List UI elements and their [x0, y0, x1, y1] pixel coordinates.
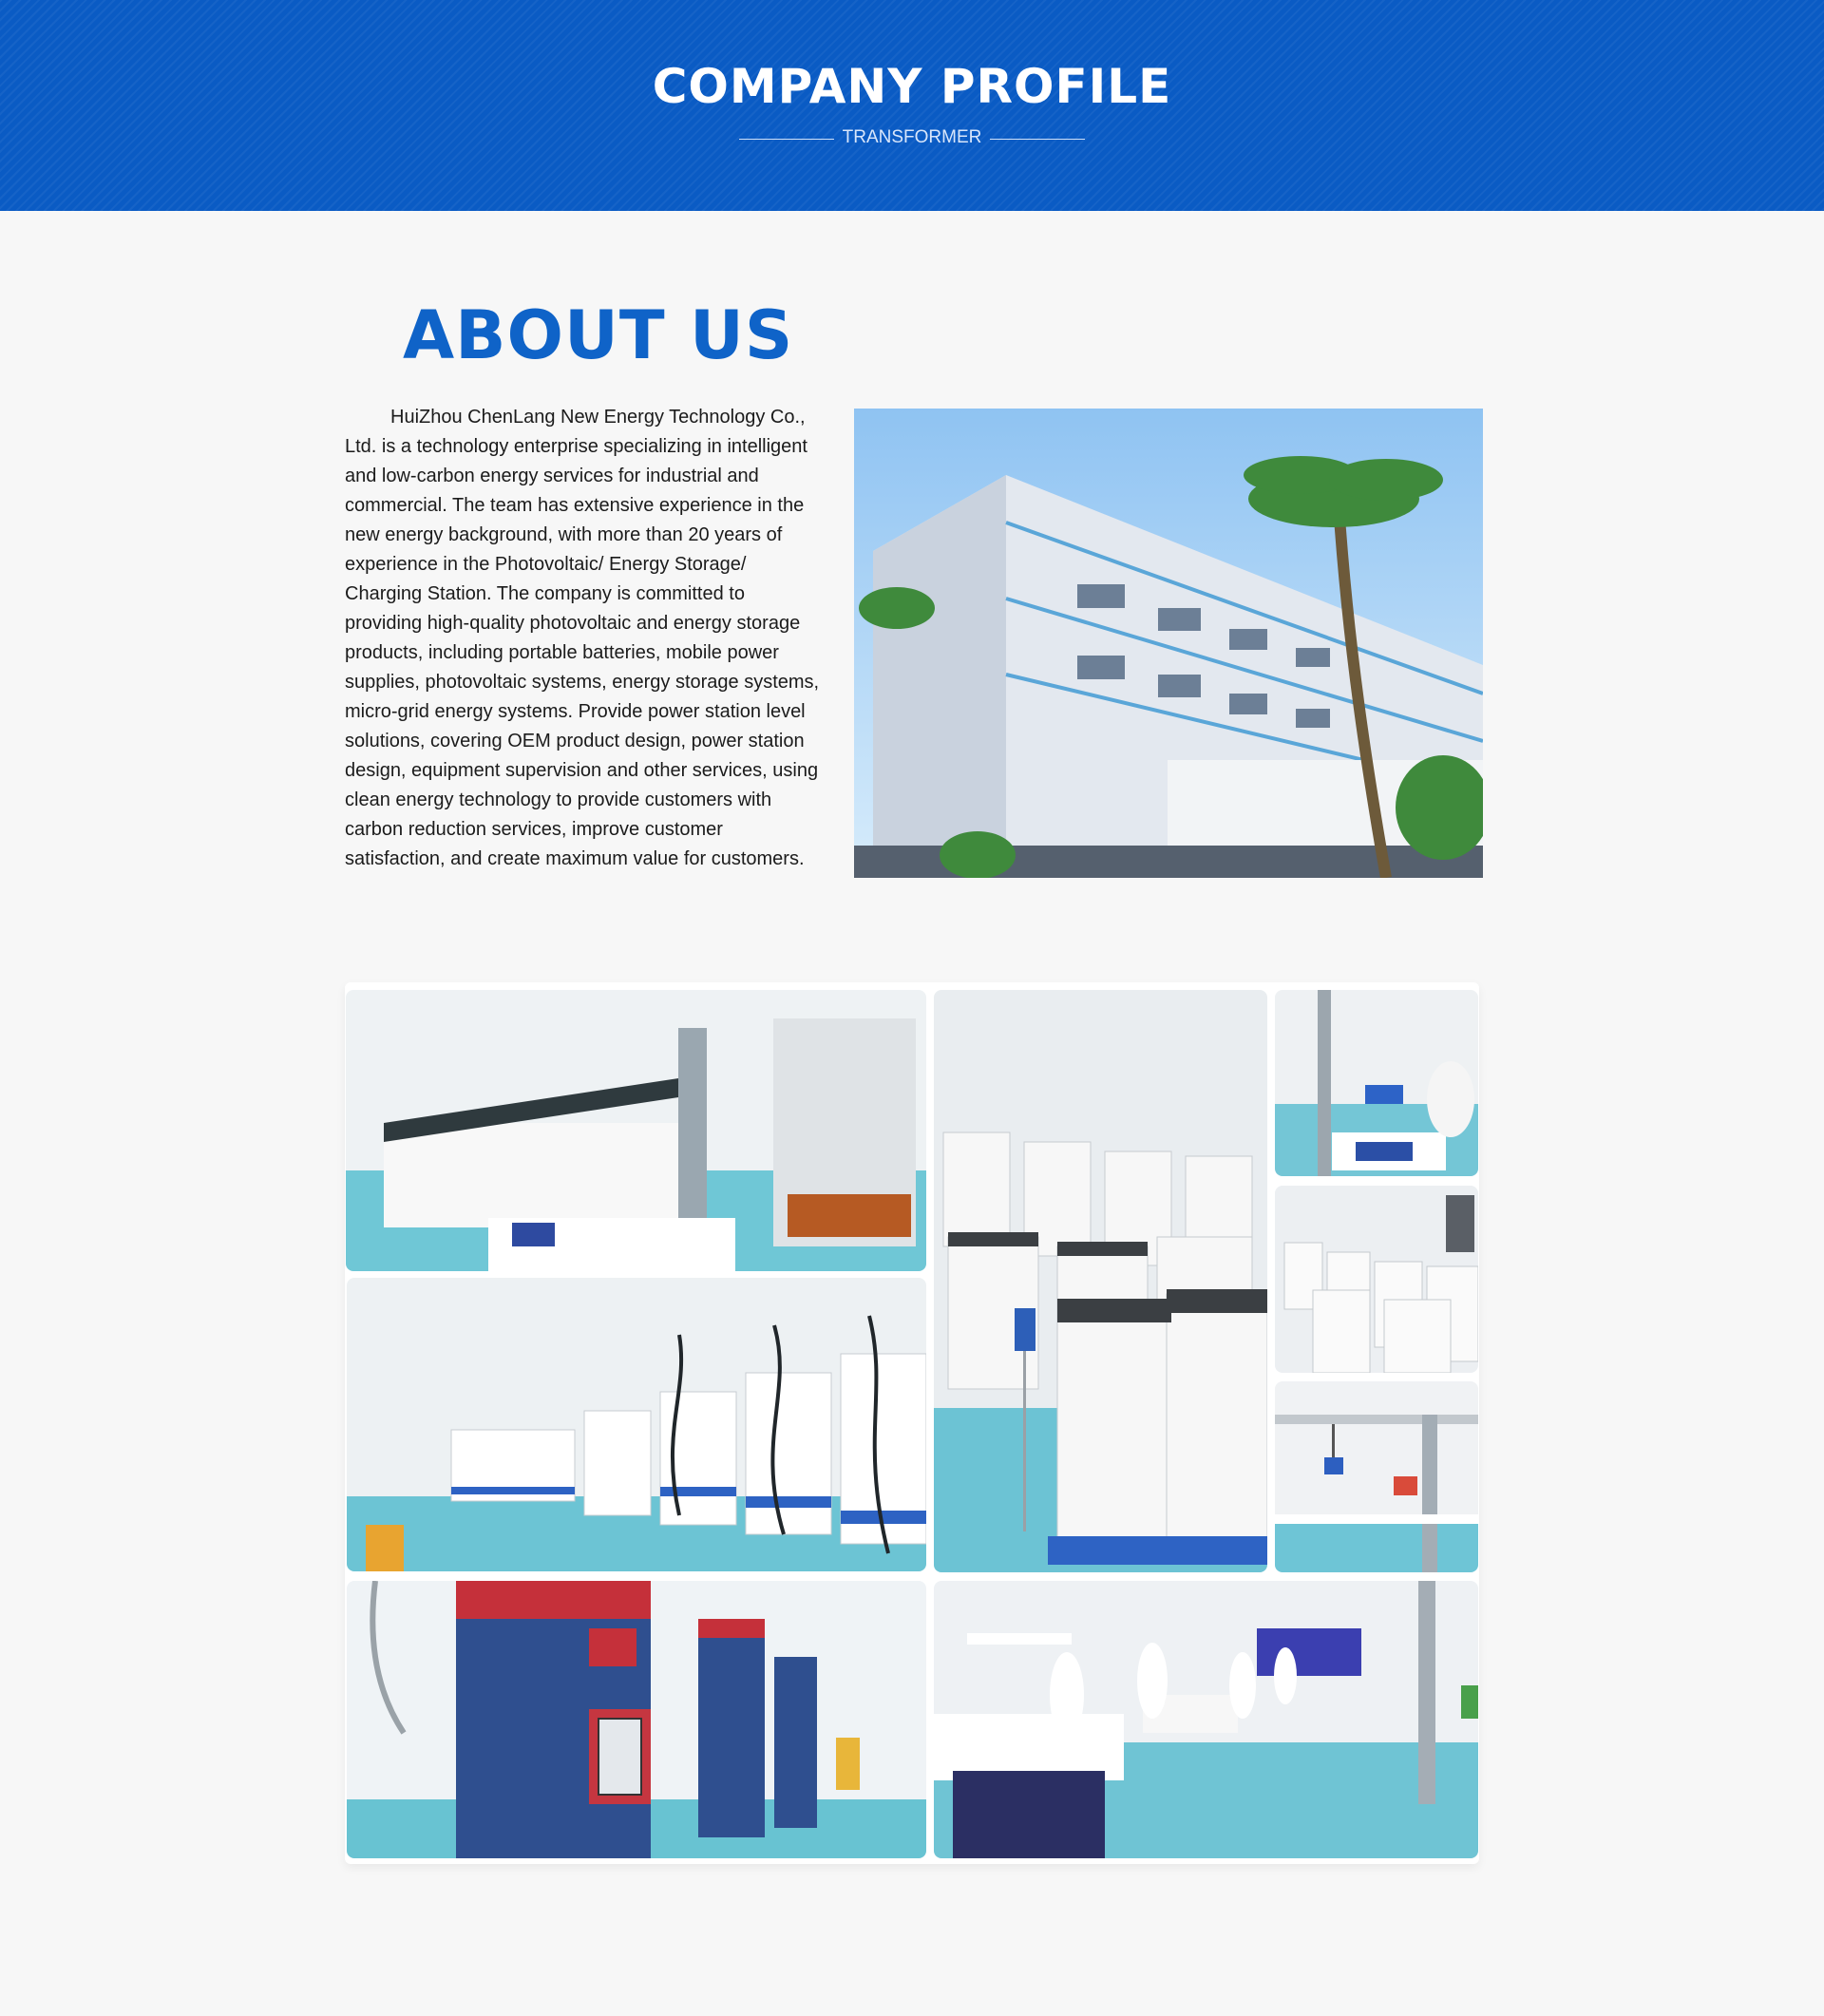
- battery-aging-rack-photo: [347, 1278, 926, 1571]
- banner-divider-right: [990, 139, 1085, 140]
- test-chamber-photo: [347, 1581, 926, 1858]
- about-title: ABOUT US: [403, 296, 794, 374]
- assembly-worker-photo: [1275, 990, 1478, 1176]
- factory-building-photo: [854, 409, 1483, 878]
- production-line-photo: [346, 990, 926, 1271]
- about-body-text: HuiZhou ChenLang New Energy Technology Co., Ltd. is a technology enterprise specializing in intelligent and low-carbon energy services for industrial and commercial. The team has extensive experience in the new energy background, with more than 20 years of experience in the Photovoltaic/ Energy Storage/ Charging Station. The company is committed to providing high-quality photovoltaic and energy storage products, including portable batteries, mobile power supplies, photovoltaic systems, energy storage systems, micro-grid energy systems. Provide power station level solutions, covering OEM product design, power station design, equipment supervision and other services, using clean energy technology to provide customers with carbon reduction services, improve customer satisfaction, and create maximum value for customers.: [345, 407, 820, 869]
- banner-subtitle: TRANSFORMER: [842, 127, 982, 147]
- battery-cabinet-stack-photo: [934, 990, 1267, 1572]
- white-cabinets-photo: [1275, 1186, 1478, 1373]
- workers-assembly-line-photo: [934, 1581, 1478, 1858]
- banner-title: COMPANY PROFILE: [652, 59, 1172, 114]
- page-banner: [0, 0, 1824, 211]
- workshop-crane-photo: [1275, 1381, 1478, 1572]
